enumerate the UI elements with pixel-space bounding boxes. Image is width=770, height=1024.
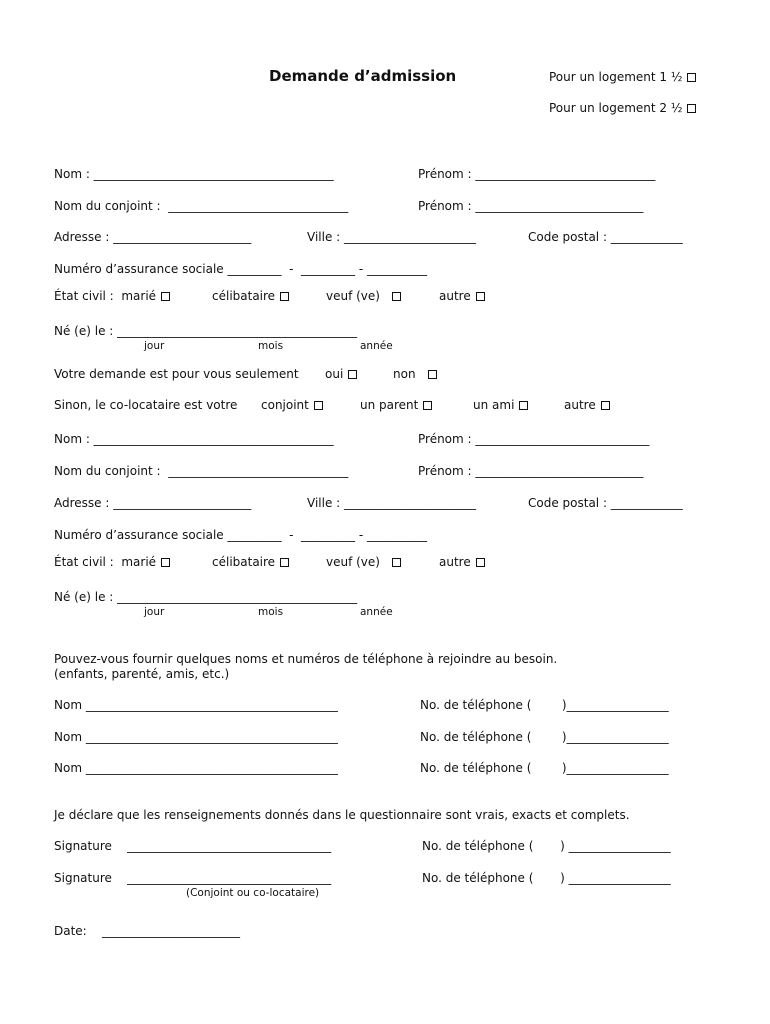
nas-field[interactable]: Numéro d’assurance sociale _________ - _________ - __________ (54, 262, 428, 276)
nom-conjoint-field[interactable]: Nom du conjoint : ______________________________ (54, 199, 349, 213)
jour-label: jour (144, 340, 165, 352)
ville-field[interactable]: Ville : ______________________ (307, 230, 477, 244)
etat-civil-label: État civil : marié (54, 289, 157, 303)
code-postal-field[interactable]: Code postal : ____________ (528, 230, 683, 244)
annee-label: année (360, 340, 393, 352)
coloc-ville-field[interactable]: Ville : ______________________ (307, 496, 477, 510)
veuf-option (326, 289, 401, 303)
option-logement-2-label: Pour un logement 2 ½ (549, 101, 683, 115)
coloc-veuf-checkbox[interactable] (392, 558, 401, 567)
coloc-autre-label: autre (439, 555, 471, 569)
autre-label: autre (439, 289, 471, 303)
autre-relation-option (564, 398, 610, 412)
coloc-prenom-field[interactable]: Prénom : _____________________________ (418, 432, 650, 446)
coloc-nom-field[interactable]: Nom : ________________________________________ (54, 432, 334, 446)
coloc-marie-checkbox[interactable] (161, 558, 170, 567)
coloc-autre-checkbox[interactable] (476, 558, 485, 567)
coloc-celibataire-checkbox[interactable] (280, 558, 289, 567)
contacts-intro: Pouvez-vous fournir quelques noms et numéros de téléphone à rejoindre au besoin. (54, 652, 558, 666)
coloc-prenom-conjoint-field[interactable]: Prénom : ____________________________ (418, 464, 644, 478)
conjoint-label: conjoint (261, 398, 309, 412)
signature-coloc-note: (Conjoint ou co-locataire) (186, 887, 320, 899)
mois-label: mois (258, 340, 284, 352)
autre-relation-label: autre (564, 398, 596, 412)
contact-tel-field[interactable]: No. de téléphone ( )_________________ (420, 761, 669, 775)
non-option (393, 367, 437, 381)
oui-checkbox[interactable] (348, 370, 357, 379)
parent-checkbox[interactable] (423, 401, 432, 410)
coloc-date-naissance-field[interactable]: Né (e) le : ________________________________________ (54, 590, 358, 604)
veuf-label: veuf (ve) (326, 289, 380, 303)
contacts-intro-examples: (enfants, parenté, amis, etc.) (54, 667, 230, 681)
coloc-celibataire-option (212, 555, 289, 569)
oui-option (325, 367, 357, 381)
autre-relation-checkbox[interactable] (601, 401, 610, 410)
contact-tel-field[interactable]: No. de téléphone ( )_________________ (420, 698, 669, 712)
form-title: Demande d’admission (269, 67, 457, 85)
nom-field[interactable]: Nom : ________________________________________ (54, 167, 334, 181)
declaration-text: Je déclare que les renseignements donnés dans le questionnaire sont vrais, exacts et complets. (54, 808, 630, 822)
celibataire-option (212, 289, 289, 303)
date-naissance-field[interactable]: Né (e) le : ________________________________________ (54, 324, 358, 338)
coloc-nom-conjoint-field[interactable]: Nom du conjoint : ______________________________ (54, 464, 349, 478)
colocataire-question: Sinon, le co-locataire est votre (54, 398, 238, 412)
parent-label: un parent (360, 398, 419, 412)
option-logement-2 (549, 101, 696, 115)
option-logement-1-label: Pour un logement 1 ½ (549, 70, 683, 84)
coloc-autre-option (439, 555, 485, 569)
veuf-checkbox[interactable] (392, 292, 401, 301)
signature-coloc-tel-field[interactable]: No. de téléphone ( ) _________________ (422, 871, 671, 885)
conjoint-option (261, 398, 323, 412)
adresse-field[interactable]: Adresse : _______________________ (54, 230, 252, 244)
coloc-veuf-label: veuf (ve) (326, 555, 380, 569)
contact-nom-field[interactable]: Nom __________________________________________ (54, 730, 338, 744)
non-label: non (393, 367, 416, 381)
non-checkbox[interactable] (428, 370, 437, 379)
signature-field[interactable]: Signature __________________________________ (54, 839, 332, 853)
coloc-etat-civil-marie (54, 555, 170, 569)
coloc-mois-label: mois (258, 606, 284, 618)
ami-option (473, 398, 528, 412)
coloc-etat-civil-label: État civil : marié (54, 555, 157, 569)
coloc-nas-field[interactable]: Numéro d’assurance sociale _________ - _________ - __________ (54, 528, 428, 542)
celibataire-checkbox[interactable] (280, 292, 289, 301)
coloc-code-postal-field[interactable]: Code postal : ____________ (528, 496, 683, 510)
contact-nom-field[interactable]: Nom __________________________________________ (54, 698, 338, 712)
coloc-annee-label: année (360, 606, 393, 618)
logement-1-checkbox[interactable] (687, 73, 696, 82)
marie-checkbox[interactable] (161, 292, 170, 301)
signature-tel-field[interactable]: No. de téléphone ( ) _________________ (422, 839, 671, 853)
oui-label: oui (325, 367, 344, 381)
conjoint-checkbox[interactable] (314, 401, 323, 410)
option-logement-1 (549, 70, 696, 84)
coloc-adresse-field[interactable]: Adresse : _______________________ (54, 496, 252, 510)
autre-checkbox[interactable] (476, 292, 485, 301)
contact-nom-field[interactable]: Nom __________________________________________ (54, 761, 338, 775)
celibataire-label: célibataire (212, 289, 276, 303)
coloc-celibataire-label: célibataire (212, 555, 276, 569)
contact-tel-field[interactable]: No. de téléphone ( )_________________ (420, 730, 669, 744)
coloc-veuf-option (326, 555, 401, 569)
etat-civil-marie (54, 289, 170, 303)
prenom-conjoint-field[interactable]: Prénom : ____________________________ (418, 199, 644, 213)
date-field[interactable]: Date: _______________________ (54, 924, 240, 938)
ami-checkbox[interactable] (519, 401, 528, 410)
autre-option (439, 289, 485, 303)
prenom-field[interactable]: Prénom : ______________________________ (418, 167, 656, 181)
demande-question: Votre demande est pour vous seulement (54, 367, 299, 381)
parent-option (360, 398, 432, 412)
logement-2-checkbox[interactable] (687, 104, 696, 113)
signature-coloc-field[interactable]: Signature __________________________________ (54, 871, 332, 885)
coloc-jour-label: jour (144, 606, 165, 618)
ami-label: un ami (473, 398, 515, 412)
